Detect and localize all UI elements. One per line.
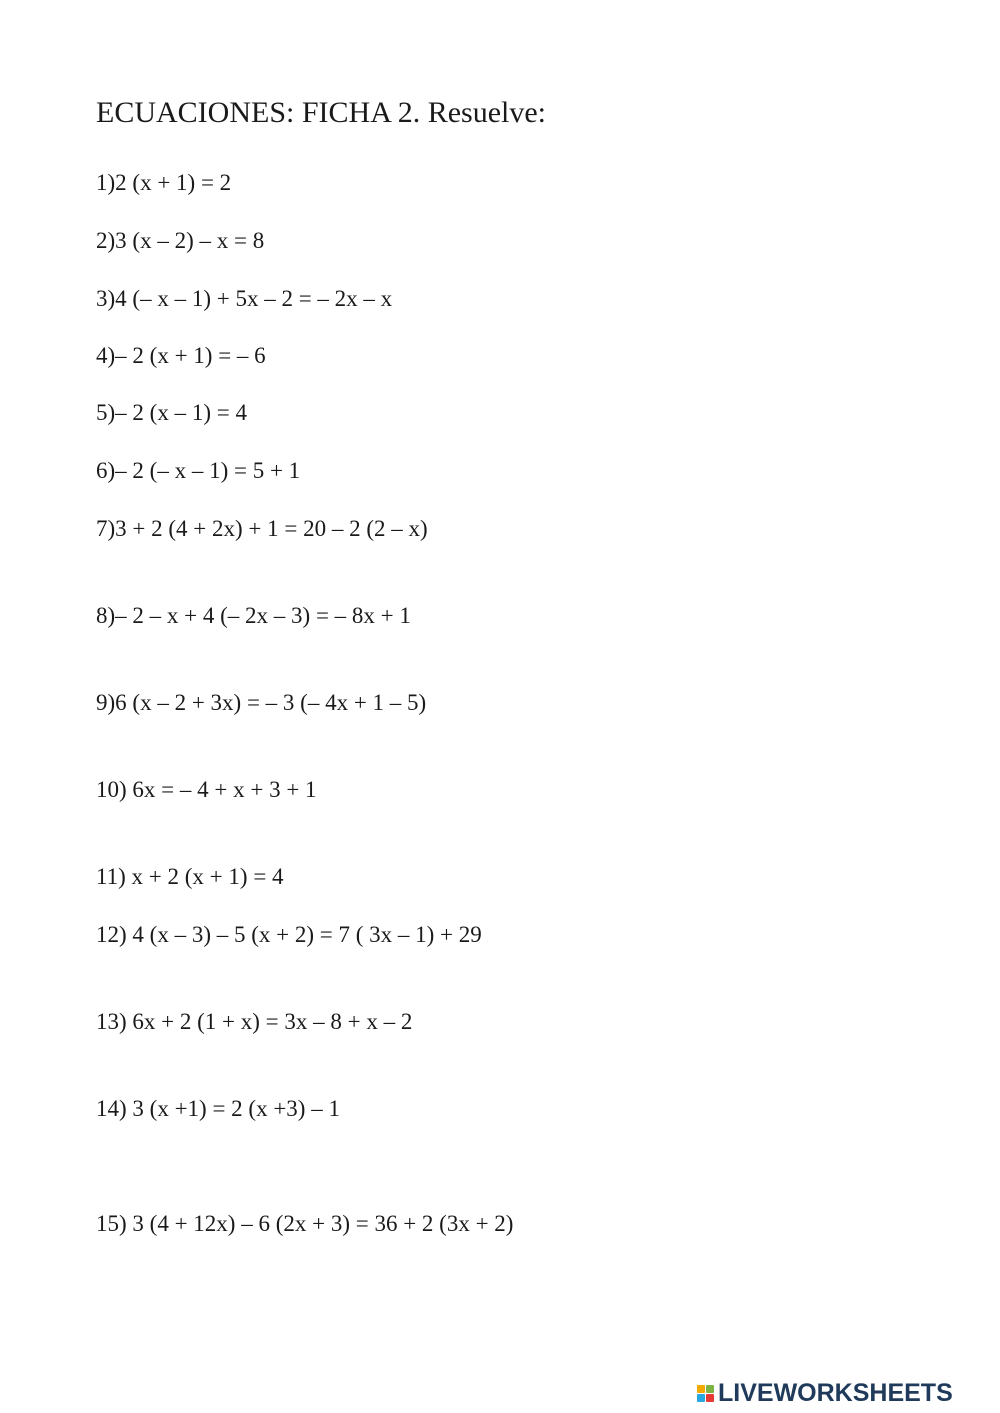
exercise-1: 1)2 (x + 1) = 2 bbox=[96, 170, 232, 195]
logo-square-yellow bbox=[697, 1385, 705, 1393]
logo-square-green bbox=[706, 1385, 714, 1393]
exercise-14: 14) 3 (x +1) = 2 (x +3) – 1 bbox=[96, 1096, 340, 1121]
logo-square-blue bbox=[697, 1394, 705, 1402]
exercise-15: 15) 3 (4 + 12x) – 6 (2x + 3) = 36 + 2 (3x + 2) bbox=[96, 1211, 514, 1236]
exercise-9: 9)6 (x – 2 + 3x) = – 3 (– 4x + 1 – 5) bbox=[96, 690, 427, 715]
exercise-8: 8)– 2 – x + 4 (– 2x – 3) = – 8x + 1 bbox=[96, 603, 411, 628]
exercise-12: 12) 4 (x – 3) – 5 (x + 2) = 7 ( 3x – 1) + 29 bbox=[96, 922, 482, 947]
exercise-5: 5)– 2 (x – 1) = 4 bbox=[96, 400, 247, 425]
exercise-6: 6)– 2 (– x – 1) = 5 + 1 bbox=[96, 458, 301, 483]
exercise-7: 7)3 + 2 (4 + 2x) + 1 = 20 – 2 (2 – x) bbox=[96, 516, 428, 541]
liveworksheets-wordmark: LIVEWORKSHEETS bbox=[718, 1378, 953, 1407]
exercise-13: 13) 6x + 2 (1 + x) = 3x – 8 + x – 2 bbox=[96, 1009, 413, 1034]
liveworksheets-logo-icon bbox=[697, 1385, 714, 1402]
exercise-10: 10) 6x = – 4 + x + 3 + 1 bbox=[96, 777, 317, 802]
exercise-2: 2)3 (x – 2) – x = 8 bbox=[96, 228, 265, 253]
page-title: ECUACIONES: FICHA 2. Resuelve: bbox=[96, 96, 546, 129]
exercise-3: 3)4 (– x – 1) + 5x – 2 = – 2x – x bbox=[96, 286, 393, 311]
exercise-4: 4)– 2 (x + 1) = – 6 bbox=[96, 343, 266, 368]
liveworksheets-watermark bbox=[697, 1377, 953, 1409]
exercise-11: 11) x + 2 (x + 1) = 4 bbox=[96, 864, 284, 889]
logo-square-red bbox=[706, 1394, 714, 1402]
